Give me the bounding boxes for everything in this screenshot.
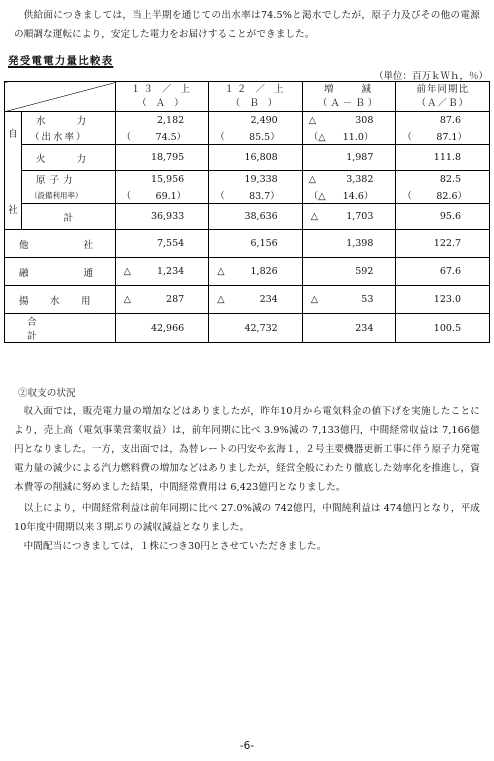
grand-total-b: 42,732 bbox=[209, 314, 303, 343]
own-total-label: 計 bbox=[21, 204, 115, 230]
table-row bbox=[5, 314, 490, 343]
nuclear-b-cell bbox=[209, 171, 303, 204]
grand-total-ratio: 100.5 bbox=[396, 314, 490, 343]
header-diff bbox=[302, 82, 396, 112]
interchange-a-cell bbox=[115, 258, 209, 286]
grand-total-a: 42,966 bbox=[115, 314, 209, 343]
power-comparison-table bbox=[4, 81, 490, 343]
table-row bbox=[5, 112, 490, 145]
hydro-diff-sub: 11.0） bbox=[342, 132, 374, 143]
header-current-period: １３ ／ 上 bbox=[130, 83, 193, 95]
own-company-char-bottom: 社 bbox=[8, 204, 18, 216]
hydro-b: 2,490 bbox=[250, 114, 278, 126]
other-ratio: 122.7 bbox=[396, 230, 490, 258]
nuclear-diff: 3,382 bbox=[346, 173, 374, 185]
thermal-ratio: 111.8 bbox=[396, 145, 490, 171]
revenue-paragraph: 収入面では，販売電力量の増加などはありましたが，昨年10月から電気料金の値下げを実施したことにより，売上高（電気事業営業収益）は，前年同期に比べ 3.9%減の 7,133億円，中間経常収益は 7,166億円となりました。一方，支出面では，為替レートの円安や玄海１，２号主要機器更新工事に伴う原子力発電電力量の減少による汽力燃料費の増加などはありましたが，経営全般にわたり徹底した効率化を推進し，資本費等の削減に努めました結果，中間経常費用は 6,423億円となりました。 bbox=[14, 406, 480, 493]
nuclear-diff-cell bbox=[302, 171, 396, 204]
header-previous-label: （ Ｂ ） bbox=[230, 97, 281, 109]
thermal-label: 火 力 bbox=[21, 145, 115, 171]
nuclear-label-cell bbox=[21, 171, 115, 204]
open-paren: （ bbox=[121, 191, 132, 202]
pumping-b-cell bbox=[209, 286, 303, 314]
nuclear-sublabel: （設備利用率） bbox=[29, 190, 83, 200]
nuclear-diff-sub: 14.6） bbox=[342, 191, 374, 202]
hydro-b-sub: 85.5） bbox=[249, 132, 280, 143]
interchange-b-cell bbox=[209, 258, 303, 286]
hydro-diff: 308 bbox=[355, 114, 374, 126]
other-label: 他 社 bbox=[5, 230, 116, 258]
header-diff-title: 増 減 bbox=[324, 83, 375, 95]
hydro-diff-sub-sign: （△ bbox=[308, 132, 326, 143]
pumping-diff-cell bbox=[302, 286, 396, 314]
nuclear-diff-sign: △ bbox=[308, 173, 317, 185]
interchange-a: 1,234 bbox=[156, 266, 185, 277]
pumping-ratio: 123.0 bbox=[396, 286, 490, 314]
nuclear-a: 15,956 bbox=[150, 173, 185, 185]
nuclear-label: 原子力 bbox=[35, 175, 77, 186]
open-paren: （ bbox=[121, 132, 132, 143]
interchange-label: 融 通 bbox=[5, 258, 116, 286]
own-company-char-top: 自 bbox=[8, 128, 18, 140]
hydro-ratio-cell bbox=[396, 112, 490, 145]
nuclear-ratio-sub: 82.6） bbox=[436, 191, 467, 202]
interchange-ratio: 67.6 bbox=[396, 258, 490, 286]
thermal-diff: 1,987 bbox=[302, 145, 396, 171]
interchange-diff: 592 bbox=[302, 258, 396, 286]
pumping-a: 287 bbox=[166, 294, 185, 305]
own-total-diff: 1,703 bbox=[346, 211, 374, 222]
own-total-diff-sign: △ bbox=[310, 211, 319, 222]
grand-total-label: 合 計 bbox=[5, 314, 116, 343]
open-paren: （ bbox=[402, 132, 412, 143]
pumping-b-sign: △ bbox=[217, 294, 225, 305]
section-heading: ②収支の状況 bbox=[18, 388, 76, 399]
nuclear-diff-sub-sign: （△ bbox=[308, 191, 326, 202]
other-diff: 1,398 bbox=[302, 230, 396, 258]
table-row bbox=[5, 171, 490, 204]
table-row bbox=[5, 204, 490, 230]
pumping-b: 234 bbox=[259, 294, 278, 305]
table-unit: （単位：百万ｋＷｈ，％） bbox=[373, 71, 488, 82]
hydro-sublabel: （出水率） bbox=[29, 132, 88, 143]
open-paren: （ bbox=[215, 132, 225, 143]
table-row bbox=[5, 286, 490, 314]
hydro-b-cell bbox=[209, 112, 303, 145]
pumping-label: 揚 水 用 bbox=[5, 286, 116, 314]
profit-paragraph: 以上により，中間経常利益は前年同期に比べ 27.0%減の 742億円，中間純利益は 474億円となり，平成10年度中間期以来３期ぶりの減収減益となりました。 bbox=[14, 503, 480, 533]
pumping-diff-sign: △ bbox=[310, 294, 319, 305]
own-total-a: 36,933 bbox=[115, 204, 209, 230]
nuclear-a-cell bbox=[115, 171, 209, 204]
thermal-b: 16,808 bbox=[209, 145, 303, 171]
dividend-paragraph: 中間配当につきましては，１株につき30円とさせていただきました。 bbox=[23, 541, 327, 552]
hydro-ratio: 87.6 bbox=[439, 114, 461, 126]
hydro-label-cell bbox=[21, 112, 115, 145]
other-b: 6,156 bbox=[209, 230, 303, 258]
nuclear-b: 19,338 bbox=[244, 173, 278, 185]
hydro-ratio-sub: 87.1） bbox=[436, 132, 467, 143]
nuclear-a-sub: 69.1） bbox=[155, 191, 187, 202]
page-number: -6- bbox=[239, 740, 255, 752]
header-previous bbox=[209, 82, 303, 112]
intro-paragraph: 供給面につきましては，当上半期を通じての出水率は74.5%と渇水でしたが，原子力及びその他の電源の順調な運転により，安定した電力をお届けすることができました。 bbox=[14, 10, 480, 40]
interchange-a-sign: △ bbox=[123, 266, 131, 277]
table-row bbox=[5, 258, 490, 286]
header-current bbox=[115, 82, 209, 112]
hydro-diff-sign: △ bbox=[308, 114, 317, 126]
header-previous-period: １２ ／ 上 bbox=[224, 83, 287, 95]
pumping-a-cell bbox=[115, 286, 209, 314]
open-paren: （ bbox=[215, 191, 225, 202]
header-ratio-title: 前年同期比 bbox=[416, 83, 469, 95]
thermal-a: 18,795 bbox=[115, 145, 209, 171]
header-ratio-formula: （Ａ／Ｂ） bbox=[416, 97, 469, 109]
pumping-a-sign: △ bbox=[123, 294, 131, 305]
header-diff-formula: （Ａ－Ｂ） bbox=[317, 97, 381, 109]
own-total-b: 38,636 bbox=[209, 204, 303, 230]
hydro-diff-cell bbox=[302, 112, 396, 145]
header-diagonal-cell bbox=[5, 82, 116, 112]
table-row bbox=[5, 230, 490, 258]
nuclear-b-sub: 83.7） bbox=[249, 191, 280, 202]
interchange-b: 1,826 bbox=[250, 266, 278, 277]
other-a: 7,554 bbox=[115, 230, 209, 258]
hydro-a-sub: 74.5） bbox=[155, 132, 187, 143]
own-total-diff-cell bbox=[302, 204, 396, 230]
table-title: 発受電電力量比較表 bbox=[8, 55, 114, 67]
nuclear-ratio-cell bbox=[396, 171, 490, 204]
nuclear-ratio: 82.5 bbox=[439, 173, 461, 185]
header-ratio bbox=[396, 82, 490, 112]
header-current-label: （ Ａ ） bbox=[137, 97, 187, 109]
table-header-row bbox=[5, 82, 490, 112]
hydro-a: 2,182 bbox=[156, 114, 185, 126]
grand-total-diff: 234 bbox=[302, 314, 396, 343]
hydro-label: 水 力 bbox=[35, 116, 90, 127]
open-paren: （ bbox=[402, 191, 412, 202]
interchange-b-sign: △ bbox=[217, 266, 225, 277]
pumping-diff: 53 bbox=[361, 294, 374, 305]
table-row bbox=[5, 145, 490, 171]
hydro-a-cell bbox=[115, 112, 209, 145]
own-company-label bbox=[5, 112, 22, 230]
own-total-ratio: 95.6 bbox=[396, 204, 490, 230]
